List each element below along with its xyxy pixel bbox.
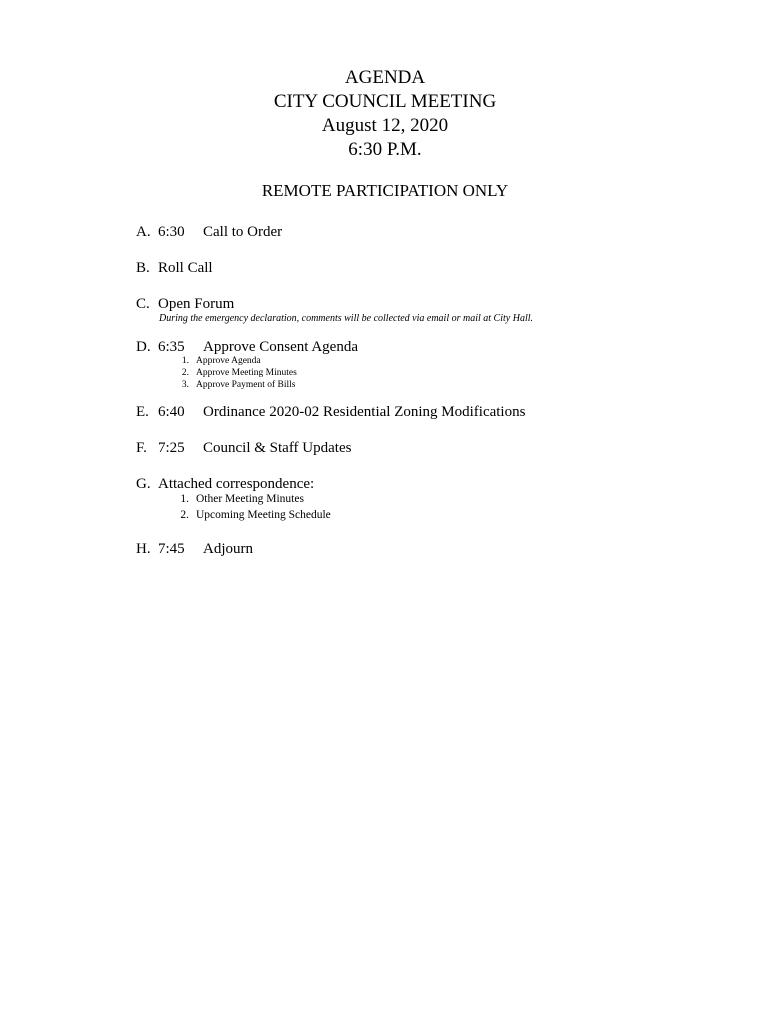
agenda-item-d: [136, 337, 358, 357]
item-title: Ordinance 2020-02 Residential Zoning Modifications: [203, 404, 526, 420]
item-letter: C.: [136, 296, 150, 312]
agenda-header: [0, 66, 770, 162]
item-title: Call to Order: [203, 224, 283, 240]
meeting-time: 6:30 P.M.: [348, 139, 422, 160]
subitem-number: 2.: [180, 509, 189, 521]
agenda-item-g: [136, 474, 314, 494]
meeting-name: CITY COUNCIL MEETING: [273, 91, 497, 112]
item-time: 7:45: [158, 541, 185, 557]
item-title: Roll Call: [158, 260, 213, 276]
item-letter: E.: [136, 404, 149, 420]
agenda-item-h: [136, 539, 253, 559]
consent-subitem: [165, 355, 261, 367]
meeting-date: August 12, 2020: [321, 115, 449, 136]
consent-subitem: [165, 367, 297, 379]
subitem-number: 2.: [181, 368, 189, 378]
consent-subitem: [165, 379, 295, 391]
item-title: Adjourn: [203, 541, 253, 557]
item-title: Council & Staff Updates: [203, 440, 352, 456]
item-time: 6:40: [158, 404, 185, 420]
agenda-item-a: [136, 222, 282, 242]
subitem-number: 1.: [181, 356, 189, 366]
subitem-number: 3.: [181, 380, 189, 390]
item-title: Open Forum: [158, 296, 235, 312]
item-letter: G.: [136, 476, 151, 492]
item-letter: H.: [136, 541, 151, 557]
subitem-text: Upcoming Meeting Schedule: [196, 509, 331, 521]
remote-participation-notice: REMOTE PARTICIPATION ONLY: [261, 181, 509, 200]
subitem-text: Approve Meeting Minutes: [196, 368, 297, 378]
subitem-text: Approve Agenda: [196, 356, 261, 366]
agenda-title: AGENDA: [344, 67, 426, 88]
item-letter: D.: [136, 339, 151, 355]
subitem-text: Approve Payment of Bills: [196, 380, 296, 390]
item-letter: B.: [136, 260, 150, 276]
correspondence-subitem: [165, 492, 304, 507]
agenda-item-b: [136, 258, 213, 278]
subitem-number: 1.: [180, 493, 189, 505]
item-title: Attached correspondence:: [158, 476, 315, 492]
item-time: 7:25: [158, 440, 185, 456]
item-letter: F.: [136, 440, 147, 456]
item-title: Approve Consent Agenda: [203, 339, 358, 355]
subitem-text: Other Meeting Minutes: [196, 493, 304, 505]
agenda-item-e: [136, 402, 525, 422]
item-time: 6:30: [158, 224, 185, 240]
open-forum-note: During the emergency declaration, comments will be collected via email or mail at City Hall.: [159, 313, 533, 324]
item-letter: A.: [136, 224, 151, 240]
correspondence-subitem: [165, 508, 331, 523]
item-time: 6:35: [158, 339, 185, 355]
agenda-item-c: [136, 294, 234, 314]
agenda-item-f: [136, 438, 351, 458]
